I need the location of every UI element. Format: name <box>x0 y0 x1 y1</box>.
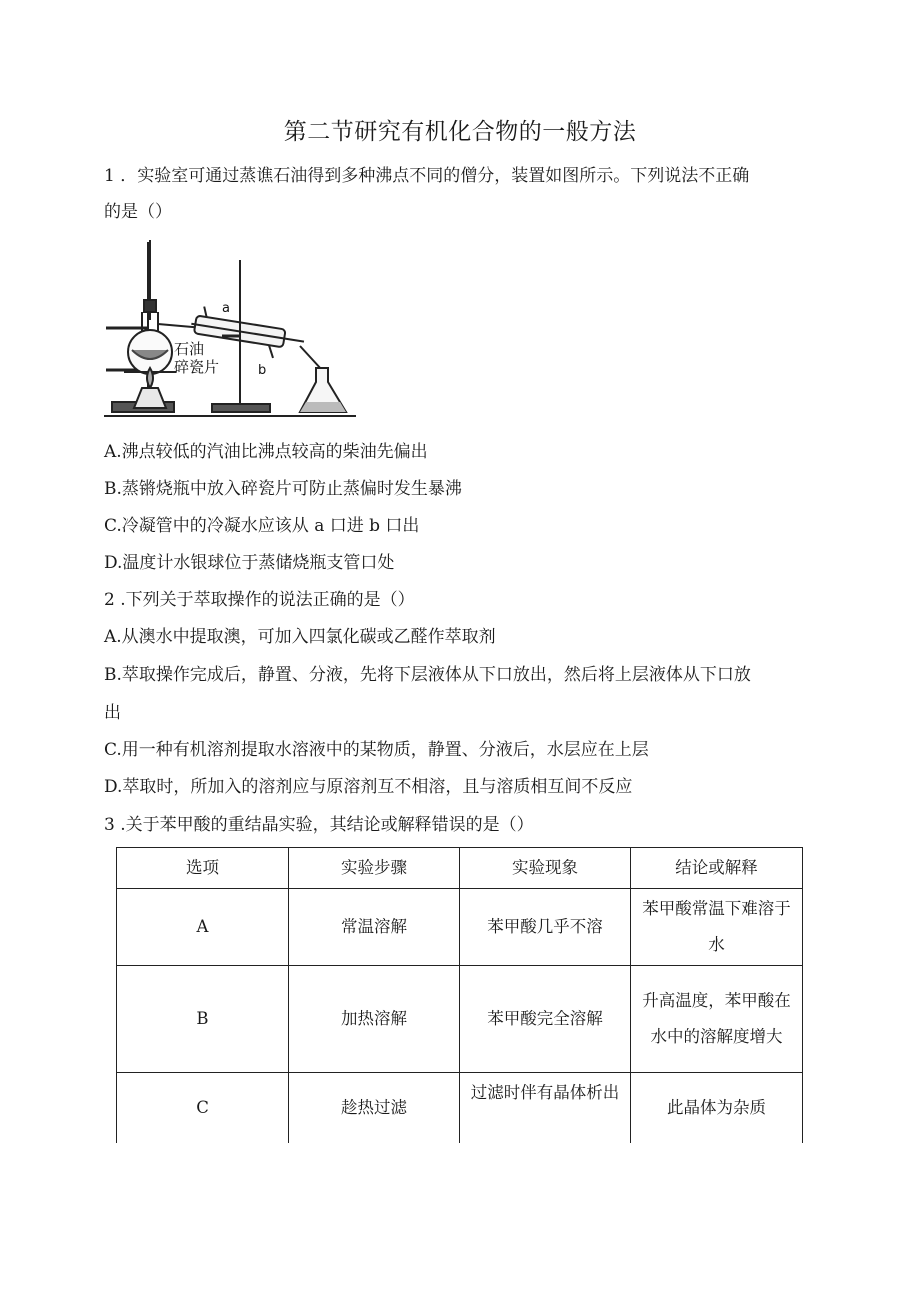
q2-option-d: D.萃取时，所加入的溶剂应与原溶剂互不相溶，且与溶质相互间不反应 <box>104 777 633 797</box>
table-row <box>117 966 803 1073</box>
cell-option: B <box>117 966 289 1073</box>
cell-phenomenon: 过滤时伴有晶体析出 <box>460 1073 631 1144</box>
cell-phenomenon: 苯甲酸几乎不溶 <box>460 889 631 966</box>
conclusion-line: 水中的溶解度增大 <box>650 1027 783 1046</box>
header-conclusion: 结论或解释 <box>631 848 803 889</box>
alcohol-burner <box>134 388 166 408</box>
label-a: a <box>222 301 230 316</box>
q1-option-a: A.沸点较低的汽油比沸点较高的柴油先偏出 <box>104 442 428 462</box>
q1-stem: 1 ．实验室可通过蒸谯石油得到多种沸点不同的僧分，装置如图所示。下列说法不正确 <box>104 166 750 186</box>
header-option: 选项 <box>117 848 289 889</box>
q1-stem-cont: 的是（） <box>104 202 172 222</box>
header-phenomenon: 实验现象 <box>460 848 631 889</box>
cell-option: C <box>117 1073 289 1144</box>
cell-option: A <box>117 889 289 966</box>
table-header-row <box>117 848 803 889</box>
cell-step: 趁热过滤 <box>289 1073 460 1144</box>
cell-conclusion: 此晶体为杂质 <box>631 1073 803 1144</box>
q2-option-c: C.用一种有机溶剂提取水溶液中的某物质，静置、分液后，水层应在上层 <box>104 740 649 760</box>
table-row <box>117 889 803 966</box>
table-row <box>117 1073 803 1144</box>
cell-step: 常温溶解 <box>289 889 460 966</box>
label-chips: 碎瓷片 <box>174 358 220 376</box>
conclusion-line: 苯甲酸常温下难溶于 <box>642 899 791 918</box>
q1-option-d: D.温度计水银球位于蒸储烧瓶支管口处 <box>104 553 395 573</box>
distillation-apparatus-figure <box>104 240 356 422</box>
q2-option-a: A.从澳水中提取澳，可加入四氯化碳或乙醛作萃取剂 <box>104 627 496 647</box>
page-title: 第二节研究有机化合物的一般方法 <box>283 119 637 145</box>
q2-stem: 2 .下列关于萃取操作的说法正确的是（） <box>104 590 415 610</box>
conclusion-line: 水 <box>708 935 725 954</box>
conclusion-line: 升高温度，苯甲酸在 <box>642 991 791 1010</box>
cell-conclusion <box>631 966 803 1073</box>
q1-option-c: C.冷凝管中的冷凝水应该从 a 口进 b 口出 <box>104 516 420 536</box>
cell-conclusion <box>631 889 803 966</box>
experiment-table <box>116 847 803 1143</box>
q2-option-b-cont: 出 <box>104 703 121 723</box>
label-oil: 石油 <box>174 340 205 358</box>
cell-phenomenon: 苯甲酸完全溶解 <box>460 966 631 1073</box>
q1-option-b: B.蒸锵烧瓶中放入碎瓷片可防止蒸偏时发生暴沸 <box>104 479 462 499</box>
label-b: b <box>258 363 267 378</box>
cell-step: 加热溶解 <box>289 966 460 1073</box>
q3-stem: 3 .关于苯甲酸的重结晶实验，其结论或解释错误的是（） <box>104 815 534 835</box>
q2-option-b: B.萃取操作完成后，静置、分液，先将下层液体从下口放出，然后将上层液体从下口放 <box>104 665 751 685</box>
header-step: 实验步骤 <box>289 848 460 889</box>
